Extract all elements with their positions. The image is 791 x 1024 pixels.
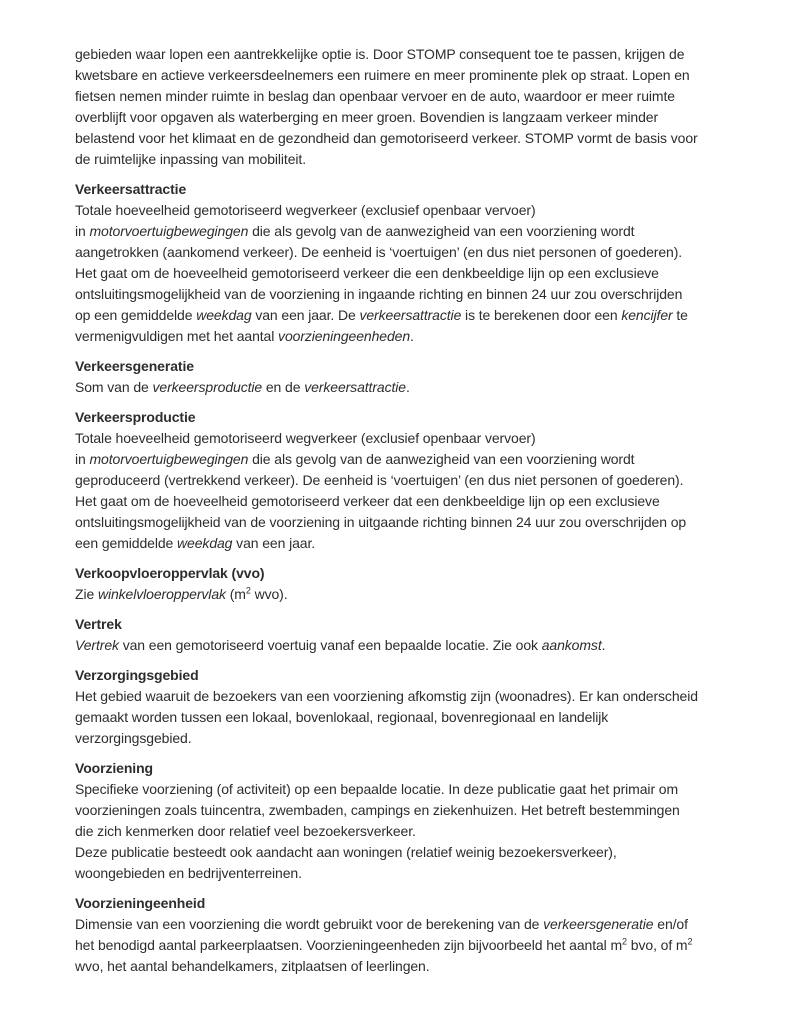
text-line: wvo, het aantal behandelkamers, zitplaatsen of leerlingen. [75, 958, 430, 974]
glossary-entry [75, 614, 737, 656]
glossary-entry [75, 893, 737, 977]
text-line: Totale hoeveelheid gemotoriseerd wegverkeer (exclusief openbaar vervoer) [75, 430, 536, 446]
term-heading: Verkeersgeneratie [75, 358, 194, 374]
text-line: Het gaat om de hoeveelheid gemotoriseerd verkeer die een denkbeeldige lijn op een exclusieve [75, 265, 659, 281]
intro-paragraph [75, 44, 737, 170]
term-heading: Voorzieningeenheid [75, 895, 206, 911]
glossary-entry [75, 356, 737, 398]
text-line: ontsluitingsmogelijkheid van de voorziening in ingaande richting en binnen 24 uur zou overschrijden [75, 286, 683, 302]
text-line: gemaakt worden tussen een lokaal, bovenlokaal, regionaal, bovenregionaal en landelijk [75, 709, 609, 725]
text-line: vermenigvuldigen met het aantal voorzieningeenheden. [75, 328, 414, 344]
term-heading: Verzorgingsgebied [75, 667, 199, 683]
term-definition [75, 635, 737, 656]
text-line: voorzieningen zoals tuincentra, zwembaden, campings en ziekenhuizen. Het betreft bestemmingen [75, 802, 680, 818]
term-definition [75, 779, 737, 884]
text-line: Dimensie van een voorziening die wordt gebruikt voor de berekening van de verkeersgeneratie en/of [75, 916, 688, 932]
text-line: een gemiddelde weekdag van een jaar. [75, 535, 316, 551]
term-definition [75, 428, 737, 554]
text-line: het benodigd aantal parkeerplaatsen. Voorzieningeenheden zijn bijvoorbeeld het aantal $m^2$ bvo, of $m^2$ [75, 936, 693, 953]
text-line: verzorgingsgebied. [75, 730, 192, 746]
term-heading: Voorziening [75, 760, 153, 776]
text-line: Vertrek van een gemotoriseerd voertuig vanaf een bepaalde locatie. Zie ook aankomst. [75, 637, 606, 653]
term-definition [75, 200, 737, 347]
text-line: aangetrokken (aankomend verkeer). De eenheid is ‘voertuigen’ (en dus niet personen of goederen). [75, 244, 683, 260]
glossary-entry [75, 758, 737, 884]
text-line: Het gaat om de hoeveelheid gemotoriseerd verkeer dat een denkbeeldige lijn op een exclusieve [75, 493, 660, 509]
text-line: de ruimtelijke inpassing van mobiliteit. [75, 151, 306, 167]
text-line: ontsluitingsmogelijkheid van de voorziening in uitgaande richting binnen 24 uur zou overschrijden op [75, 514, 687, 530]
text-line: geproduceerd (vertrekkend verkeer). De eenheid is ‘voertuigen’ (en dus niet personen of goederen). [75, 472, 684, 488]
term-definition [75, 377, 737, 398]
text-line: woongebieden en bedrijventerreinen. [75, 865, 302, 881]
text-line: Het gebied waaruit de bezoekers van een voorziening afkomstig zijn (woonadres). Er kan onderscheid [75, 688, 698, 704]
term-definition [75, 686, 737, 749]
text-line: belastend voor het klimaat en de gezondheid dan gemotoriseerd verkeer. STOMP vormt de basis voor [75, 130, 698, 146]
text-line: Totale hoeveelheid gemotoriseerd wegverkeer (exclusief openbaar vervoer) [75, 202, 536, 218]
text-line: Specifieke voorziening (of activiteit) op een bepaalde locatie. In deze publicatie gaat het primair om [75, 781, 679, 797]
term-heading: Verkeersproductie [75, 409, 196, 425]
text-line: op een gemiddelde weekdag van een jaar. De verkeersattractie is te berekenen door een kencijfer te [75, 307, 688, 323]
text-line: in motorvoertuigbewegingen die als gevolg van de aanwezigheid van een voorziening wordt [75, 223, 635, 239]
glossary-entry [75, 665, 737, 749]
text-line: overblijft voor opgaven als waterberging en meer groen. Bovendien is langzaam verkeer minder [75, 109, 659, 125]
term-heading: Verkoopvloeroppervlak (vvo) [75, 565, 265, 581]
term-definition [75, 914, 737, 977]
glossary-entry [75, 563, 737, 605]
text-line: fietsen nemen minder ruimte in beslag dan openbaar vervoer en de auto, waardoor er meer ruimte [75, 88, 675, 104]
text-line: Som van de verkeersproductie en de verkeersattractie. [75, 379, 410, 395]
term-definition [75, 584, 737, 605]
text-line: in motorvoertuigbewegingen die als gevolg van de aanwezigheid van een voorziening wordt [75, 451, 635, 467]
term-heading: Vertrek [75, 616, 122, 632]
glossary-entry [75, 179, 737, 347]
text-line: gebieden waar lopen een aantrekkelijke optie is. Door STOMP consequent toe te passen, krijgen de [75, 46, 685, 62]
document-body [75, 44, 737, 977]
term-heading: Verkeersattractie [75, 181, 187, 197]
text-line: kwetsbare en actieve verkeersdeelnemers een ruimere en meer prominente plek op straat. Lopen en [75, 67, 690, 83]
text-line: die zich kenmerken door relatief veel bezoekersverkeer. [75, 823, 416, 839]
text-line: Zie winkelvloeroppervlak ($m^2$ wvo). [75, 585, 288, 602]
text-line: Deze publicatie besteedt ook aandacht aan woningen (relatief weinig bezoekersverkeer), [75, 844, 617, 860]
glossary-entry [75, 44, 737, 170]
glossary-entry [75, 407, 737, 554]
